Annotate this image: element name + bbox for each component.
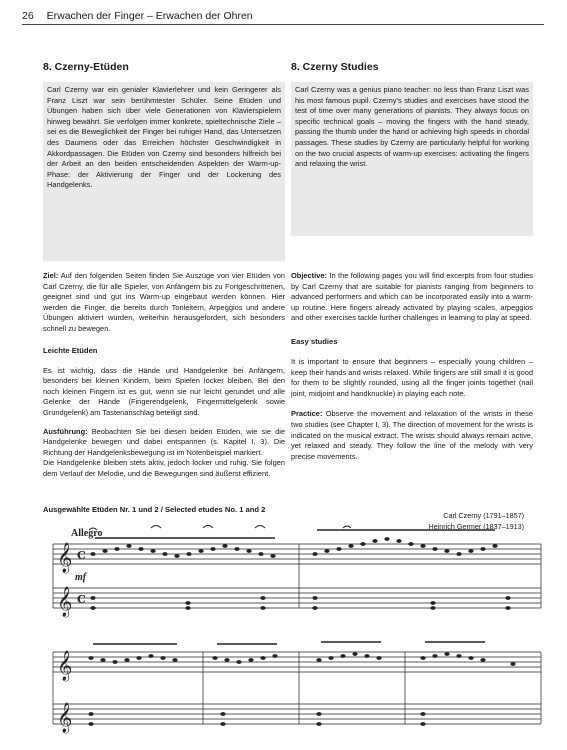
treble-clef-icon: 𝄞 <box>57 543 73 573</box>
easy-studies-text-german: Es ist wichtig, dass die Hände und Handgelenke bei Anfängern, besonders bei kleinen Kindern, beim Spielen locker bleiben. Bei den noch kleinen Fingern ist es gut, wenn sie nur leicht gerundet und alle Gelenke der Hände (Fingerendgelenk, Fingermittelgelenk sowie Grundgelenk) am Tastenanschlag beteiligt sind. <box>43 365 285 417</box>
etudes-heading: Ausgewählte Etüden Nr. 1 und 2 / Selected etudes No. 1 and 2 <box>43 505 266 514</box>
objective-paragraph-english <box>291 271 533 324</box>
intro-text-english: Carl Czerny was a genius piano teacher: no less than Franz Liszt was his most famous pupil. Czerny's studies and exercises have stood the test of time over many generations of pianists. They always focus on specific technical goals – moving the fingers with the hand steady, passing the thumb under the hand or achieving high speeds in chordal passages. These studies by Czerny are particularly helpful for working on the two crucial aspects of warm-up exercises: activating the fingers and relaxing the wrist. <box>295 85 529 169</box>
music-notation <box>43 524 544 750</box>
objective-label-english: Objective: <box>291 271 327 280</box>
note-run <box>90 537 497 558</box>
easy-studies-text-english: It is important to ensure that beginners – especially young children – keep their hands and wrists relaxed. While fingers are still small it is good for them to be slightly rounded, using all the finger joints together (nail joint, midjoint and handknuckle) in playing each note. <box>291 356 533 398</box>
staff-lines-system-2 <box>53 652 541 724</box>
practice-text-english: Observe the movement and relaxation of the wrists in these two studies (see Chapter I, 3). The direction of movement for the wrists is indicated on the musical extract. The wrists should always remain active, yet relaxed and steady. They follow the line of the melody with very precise movements. <box>291 409 533 461</box>
objective-text-english: In the following pages you will find excerpts from four studies by Carl Czerny that are suitable for pianists ranging from beginners to advanced performers and which can be incorporated easily into a warm-up routine. Here fingers already activated by playing scales, arpeggios and other exercises tackle further challenges in learning to play at speed. <box>291 271 533 323</box>
practice-text2-german: Die Handgelenke bleiben stets aktiv, jedoch locker und ruhig. Sie folgen dem Verlauf der Melodie, und die Bewegungen sind äußerst effizient. <box>43 458 285 478</box>
running-title: Erwachen der Finger – Erwachen der Ohren <box>46 10 253 22</box>
staff-lines-system-1 <box>53 544 541 608</box>
treble-clef-icon: 𝄞 <box>57 703 73 733</box>
english-column <box>291 60 533 462</box>
section-title-german: 8. Czerny-Etüden <box>43 61 129 73</box>
intro-text-german: Carl Czerny war ein genialer Klavierlehrer und kein Geringerer als Franz Liszt war sein berühmtester Schüler. Seine Etüden und Übungen haben sich über viele Generationen von Klavierspielern hinweg bewährt. Sie verfolgen immer konkrete, spieltechnische Ziele – sei es die Beweglichkeit der Finger bei ruhiger Hand, das Untersetzen des Daumens oder das Erreichen höchster Geschwindigkeit in Akkordpassagen. Die Etüden von Czerny sind besonders hilfreich bei der Arbeit an den beiden entscheidenden Aspekten der Warm-up-Phase: der Aktivierung der Finger und der Lockerung des Handgelenks. <box>47 85 281 190</box>
practice-label-german: Ausführung: <box>43 426 88 436</box>
practice-paragraph-english <box>291 409 533 462</box>
time-signature-c: C <box>77 593 86 606</box>
german-column <box>43 60 285 480</box>
time-signature-c: C <box>77 549 86 562</box>
intro-box-english <box>291 82 533 236</box>
notes-system-2 <box>88 642 515 726</box>
intro-box-german <box>43 82 285 261</box>
objective-text-german: Auf den folgenden Seiten finden Sie Auszüge von vier Etüden von Carl Czerny, die für alle Spieler, von Anfängern bis zu Fortgeschrittenen, geeignet sind und gut ins Warm-up eingebaut werden können. Hier werden die Finger, die bereits durch Tonleitern, Arpeggios und andere Übungen aktiviert wurden, weiterhin herausgefordert, sich besonders schnell zu bewegen. <box>43 271 286 333</box>
treble-clef-icon: 𝄞 <box>57 651 73 681</box>
easy-studies-heading-german: Leichte Etüden <box>43 345 98 355</box>
tempo-marking: Allegro <box>71 528 103 539</box>
practice-text-german: Beobachten Sie bei diesen beiden Etüden, wie sie die Handgelenke bewegen und dabei entspannen (s. Kapitel I, 3). Die Richtung der Handgelenksbewegung ist im Notenbeispiel markiert. <box>43 426 285 457</box>
easy-studies-heading-english: Easy studies <box>291 336 338 346</box>
objective-paragraph-german <box>43 271 285 335</box>
editor-credit: Heinrich Germer (1837–1913) <box>428 522 524 531</box>
running-header <box>22 8 544 25</box>
objective-label-german: Ziel: <box>43 271 59 280</box>
page-number: 26 <box>22 10 34 22</box>
practice-paragraph-german <box>43 427 285 459</box>
composer-credit: Carl Czerny (1791–1857) <box>443 511 524 520</box>
dynamic-marking: mf <box>75 572 87 583</box>
beams <box>93 642 485 644</box>
beams <box>95 530 495 538</box>
section-title-english: 8. Czerny Studies <box>291 61 379 73</box>
wrist-arrows <box>89 526 351 531</box>
treble-clef-icon: 𝄞 <box>57 587 73 617</box>
clefs <box>57 542 86 734</box>
practice-label-english: Practice: <box>291 409 323 419</box>
